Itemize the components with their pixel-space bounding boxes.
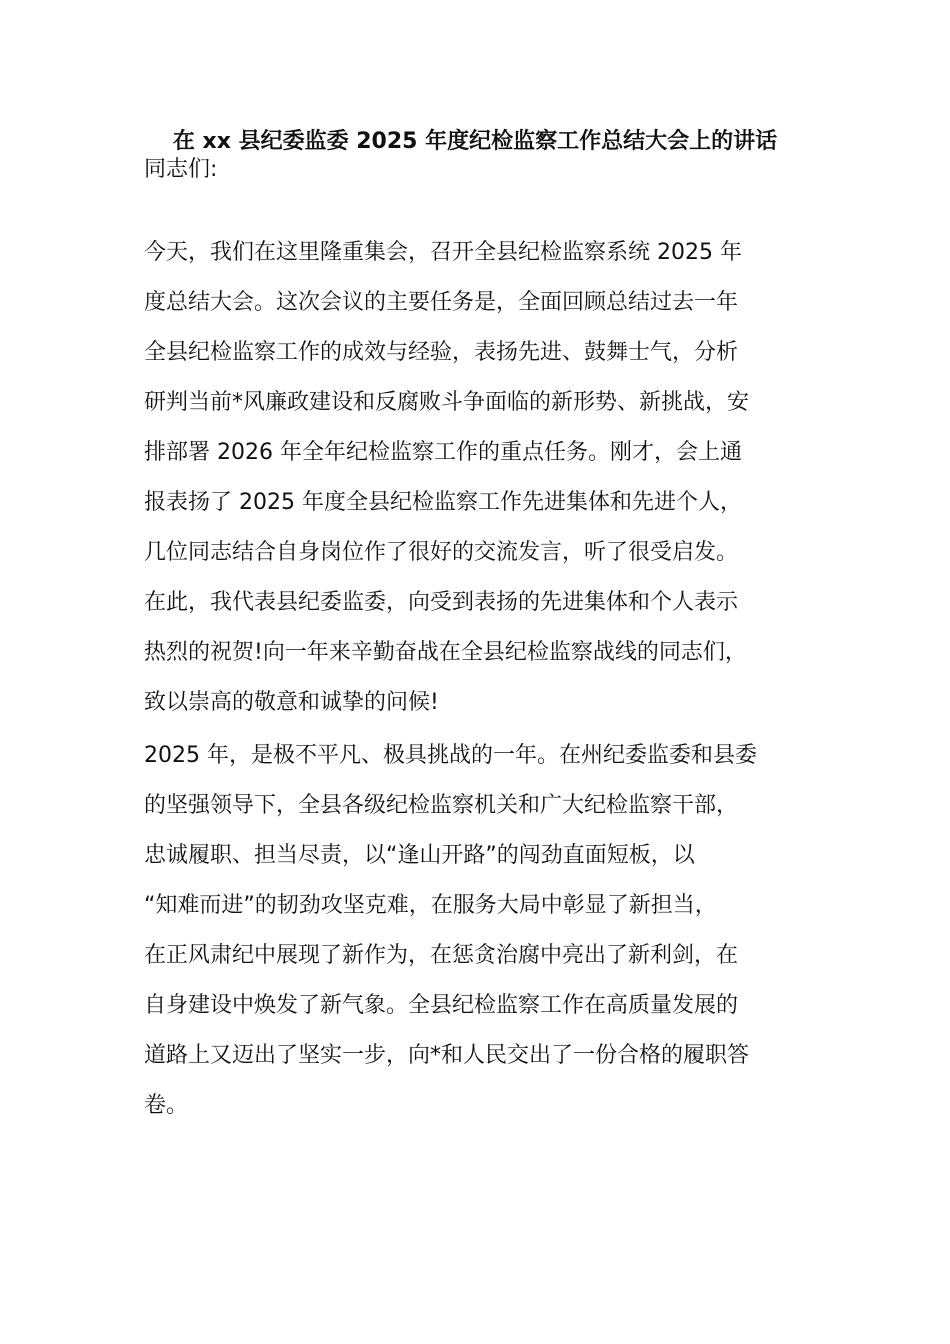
paragraph-line: 今天，我们在这里隆重集会，召开全县纪检监察系统 2025 年 (144, 240, 742, 265)
paragraph-line: 全县纪检监察工作的成效与经验，表扬先进、鼓舞士气，分析 (144, 340, 739, 365)
paragraph-line: 2025 年，是极不平凡、极具挑战的一年。在州纪委监委和县委 (144, 743, 757, 768)
paragraph-line: 热烈的祝贺!向一年来辛勤奋战在全县纪检监察战线的同志们， (144, 640, 747, 665)
greeting: 同志们: (144, 157, 218, 182)
paragraph-line: 报表扬了 2025 年度全县纪检监察工作先进集体和先进个人， (144, 490, 742, 515)
paragraph-line: 忠诚履职、担当尽责，以“逢山开路”的闯劲直面短板，以 (144, 843, 695, 868)
paragraph-line: 排部署 2026 年全年纪检监察工作的重点任务。刚才，会上通 (144, 440, 742, 465)
paragraph-line: 几位同志结合自身岗位作了很好的交流发言，听了很受启发。 (144, 540, 739, 565)
document-title: 在 xx 县纪委监委 2025 年度纪检监察工作总结大会上的讲话 (172, 129, 778, 154)
paragraph-line: 道路上又迈出了坚实一步，向*和人民交出了一份合格的履职答 (144, 1043, 750, 1068)
paragraph-line: “知难而进”的韧劲攻坚克难，在服务大局中彰显了新担当， (144, 893, 717, 918)
paragraph-line: 度总结大会。这次会议的主要任务是，全面回顾总结过去一年 (144, 290, 739, 315)
paragraph-line: 在正风肃纪中展现了新作为，在惩贪治腐中亮出了新利剑，在 (144, 943, 739, 968)
paragraph-line: 研判当前*风廉政建设和反腐败斗争面临的新形势、新挑战，安 (144, 390, 750, 415)
paragraph-line: 自身建设中焕发了新气象。全县纪检监察工作在高质量发展的 (144, 993, 739, 1018)
paragraph-line: 致以崇高的敬意和诚挚的问候! (144, 690, 439, 715)
paragraph-2 (144, 731, 814, 1131)
paragraph-1 (144, 228, 814, 728)
paragraph-line: 卷。 (144, 1093, 189, 1118)
paragraph-line: 的坚强领导下，全县各级纪检监察机关和广大纪检监察干部， (144, 793, 739, 818)
paragraph-line: 在此，我代表县纪委监委，向受到表扬的先进集体和个人表示 (144, 590, 739, 615)
